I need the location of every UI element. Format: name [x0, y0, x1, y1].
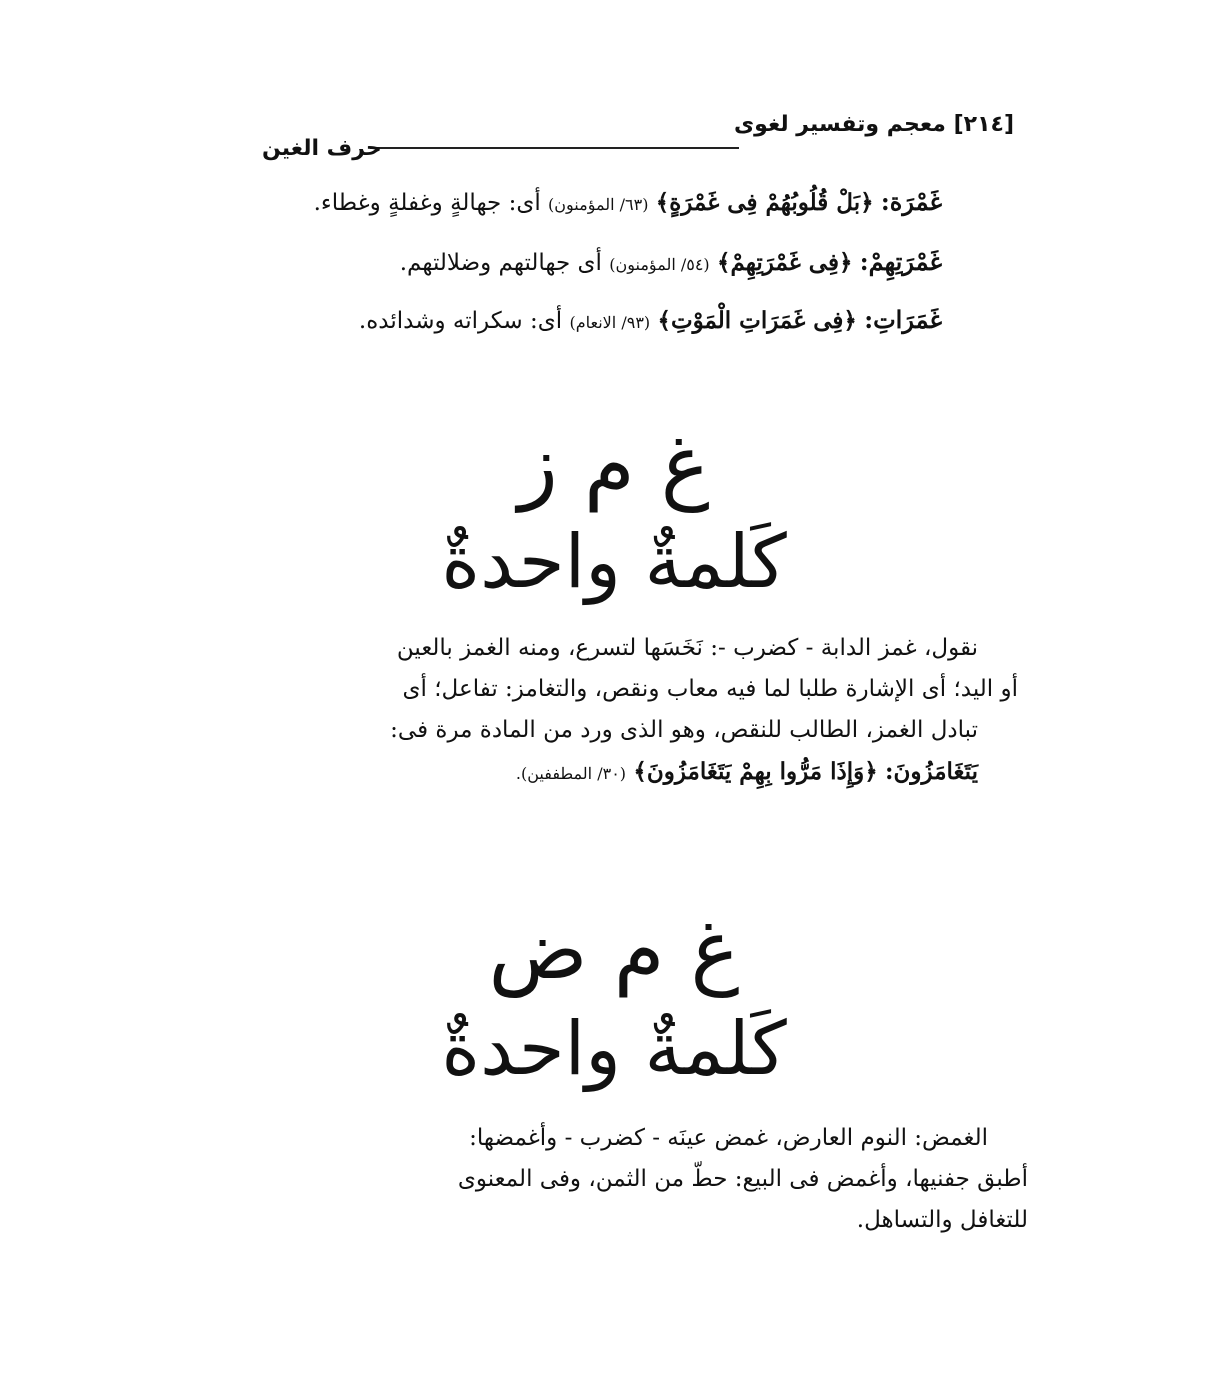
root-subtitle: كَلمةٌ واحدةٌ: [441, 1006, 787, 1092]
entry-term: غَمْرَتِهِمْ:: [859, 247, 942, 276]
section-ghmz-body: [268, 628, 1018, 794]
chapter-title: حرف الغين: [262, 136, 382, 161]
root-subtitle: كَلمةٌ واحدةٌ: [441, 519, 787, 605]
entry-quote: ﴿وَإِذَا مَرُّوا بِهِمْ يَتَغَامَزُونَ﴾: [633, 758, 878, 785]
entry-reference: (٥٤/ المؤمنون): [609, 255, 710, 274]
entry-reference: (٩٣/ الانعام): [569, 313, 651, 332]
body-line: أو اليد؛ أى الإشارة طلبا لما فيه معاب ونقص، والتغامز: تفاعل؛ أى: [402, 676, 1018, 702]
entry-reference: (٦٣/ المؤمنون): [548, 195, 649, 214]
entry-ghamarat: [270, 304, 942, 339]
running-header: [262, 112, 1014, 162]
entry-meaning: أى: سكراته وشدائده.: [358, 308, 563, 334]
header-rule: [370, 147, 739, 149]
book-title: معجم وتفسير لغوى: [733, 112, 946, 137]
entry-ghamratihim: [270, 246, 942, 281]
root-heading-ghmz: غ م ز: [518, 418, 710, 513]
body-line: للتغافل والتساهل.: [856, 1207, 1028, 1233]
section-ghmd-body: [268, 1118, 1028, 1241]
entry-reference: (٣٠/ المطففين).: [515, 764, 627, 783]
entry-meaning: أى: جهالةٍ وغفلةٍ وغطاء.: [313, 190, 541, 216]
body-line: الغمض: النوم العارض، غمض عينَه - كضرب - وأغمضها:: [469, 1125, 988, 1151]
header-title: [734, 112, 1014, 137]
entry-quote: ﴿فِى غَمْرَتِهِمْ﴾: [716, 249, 853, 276]
entry-ghamra: [270, 186, 942, 221]
page-number: [٢١٤]: [953, 112, 1014, 137]
quran-citation-line: [268, 751, 1018, 794]
entry-term: غَمْرَة:: [880, 187, 942, 216]
entry-quote: ﴿فِى غَمَرَاتِ الْمَوْتِ﴾: [657, 307, 857, 334]
entry-meaning: أى جهالتهم وضلالتهم.: [399, 250, 602, 276]
root-heading-ghmd: غ م ض: [488, 903, 740, 998]
entry-term: غَمَرَاتِ:: [864, 305, 942, 334]
body-line: نقول، غمز الدابة - كضرب -: نَخَسَها لتسرع، ومنه الغمز بالعين: [396, 635, 978, 661]
entry-quote: ﴿بَلْ قُلُوبُهُمْ فِى غَمْرَةٍ﴾: [655, 189, 874, 216]
body-line: تبادل الغمز، الطالب للنقص، وهو الذى ورد من المادة مرة فى:: [390, 717, 978, 743]
body-line: أطبق جفنيها، وأغمض فى البيع: حطّ من الثمن، وفى المعنوى: [457, 1166, 1028, 1192]
entry-term: يَتَغَامَزُونَ:: [885, 758, 978, 785]
